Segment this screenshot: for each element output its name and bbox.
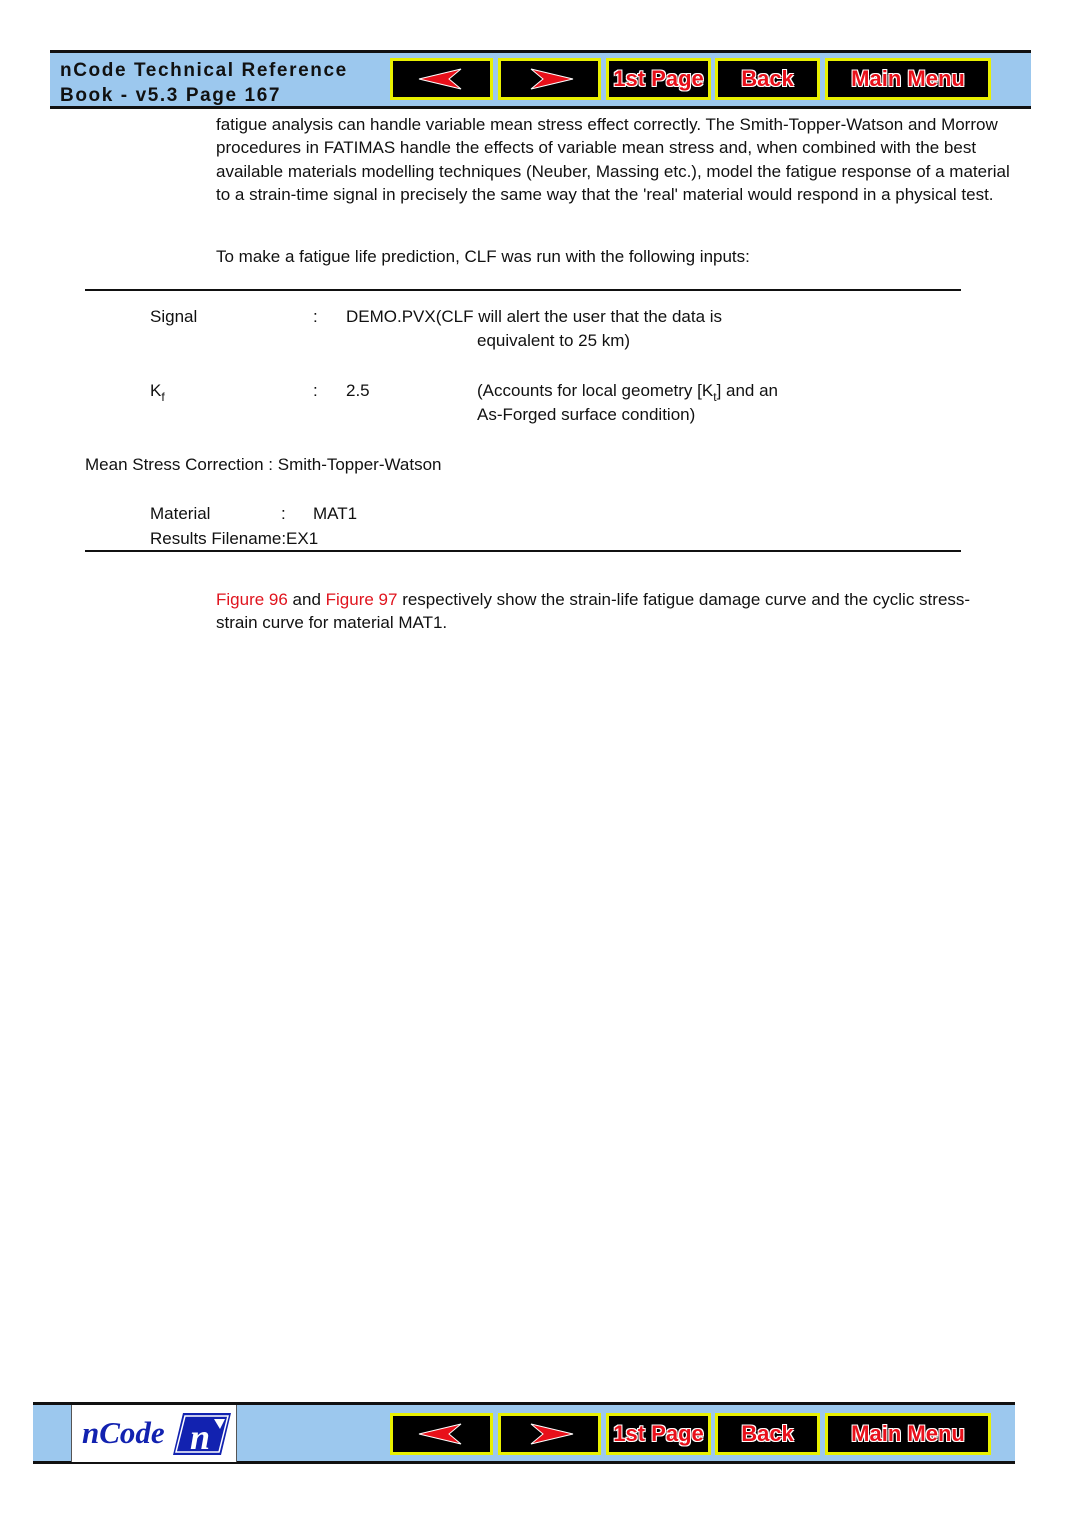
doc-title-line1: nCode Technical Reference <box>60 60 348 81</box>
figure-paragraph: Figure 96 and Figure 97 respectively show the strain-life fatigue damage curve and the cyclic stress- strain curve for material MAT1. <box>216 590 971 633</box>
next-page-button-bottom[interactable] <box>498 1413 601 1455</box>
kf-note-cont: As-Forged surface condition) <box>477 405 696 424</box>
logo-text: nCode <box>82 1415 165 1450</box>
mean-stress-correction: Mean Stress Correction : Smith-Topper-Watson <box>85 455 442 474</box>
prev-page-button[interactable] <box>390 58 493 100</box>
right-arrow-icon <box>525 1423 575 1445</box>
ncode-logo <box>71 1405 237 1462</box>
left-arrow-icon <box>417 68 467 90</box>
main-menu-button-bottom[interactable]: Main Menu <box>825 1413 991 1455</box>
doc-title-line2: Book - v5.3 Page 167 <box>60 85 282 106</box>
main-menu-button[interactable]: Main Menu <box>825 58 991 100</box>
kf-label: $K_f$ <box>150 381 165 404</box>
first-page-button[interactable]: 1st Page <box>606 58 711 100</box>
back-button-bottom[interactable]: Back <box>715 1413 820 1455</box>
signal-value: DEMO.PVX(CLF will alert the user that the data is <box>346 307 723 326</box>
signal-colon: : <box>313 307 318 326</box>
signal-value-cont: equivalent to 25 km) <box>477 331 631 350</box>
material-label: Material <box>150 504 211 523</box>
results-filename: Results Filename:EX1 <box>150 529 319 548</box>
divider-top <box>85 289 961 291</box>
ncode-logo-icon <box>173 1411 231 1457</box>
first-page-button-bottom[interactable]: 1st Page <box>606 1413 711 1455</box>
kf-colon: : <box>313 381 318 400</box>
kf-value: 2.5 <box>346 381 370 400</box>
divider-bottom <box>85 550 961 552</box>
figure-97-link[interactable]: Figure 97 <box>325 590 398 609</box>
intro-paragraph: fatigue analysis can handle variable mean stress effect correctly. The Smith-Topper-Watson and Morrow procedures in FATIMAS handle the effects of variable mean stress and, when combined with the best available materials modelling techniques (Neuber, Massing etc.), model the fatigue response of a material to a strain-time signal in precisely the same way that the 'real' material would respond in a physical test. <box>216 115 1010 204</box>
signal-label: Signal <box>150 307 198 326</box>
doc-title <box>60 58 348 108</box>
left-arrow-icon <box>417 1423 467 1445</box>
next-page-button[interactable] <box>498 58 601 100</box>
back-button[interactable]: Back <box>715 58 820 100</box>
bottom-navbar <box>33 1402 1015 1464</box>
inputs-intro: To make a fatigue life prediction, CLF was run with the following inputs: <box>216 247 750 266</box>
kf-note: (Accounts for local geometry $[K_t]$ and an <box>477 381 779 404</box>
svg-text:n: n <box>190 1417 211 1457</box>
prev-page-button-bottom[interactable] <box>390 1413 493 1455</box>
top-navbar <box>50 50 1031 109</box>
material-colon: : <box>281 504 286 523</box>
right-arrow-icon <box>525 68 575 90</box>
material-value: MAT1 <box>313 504 358 523</box>
figure-96-link[interactable]: Figure 96 <box>216 590 288 609</box>
